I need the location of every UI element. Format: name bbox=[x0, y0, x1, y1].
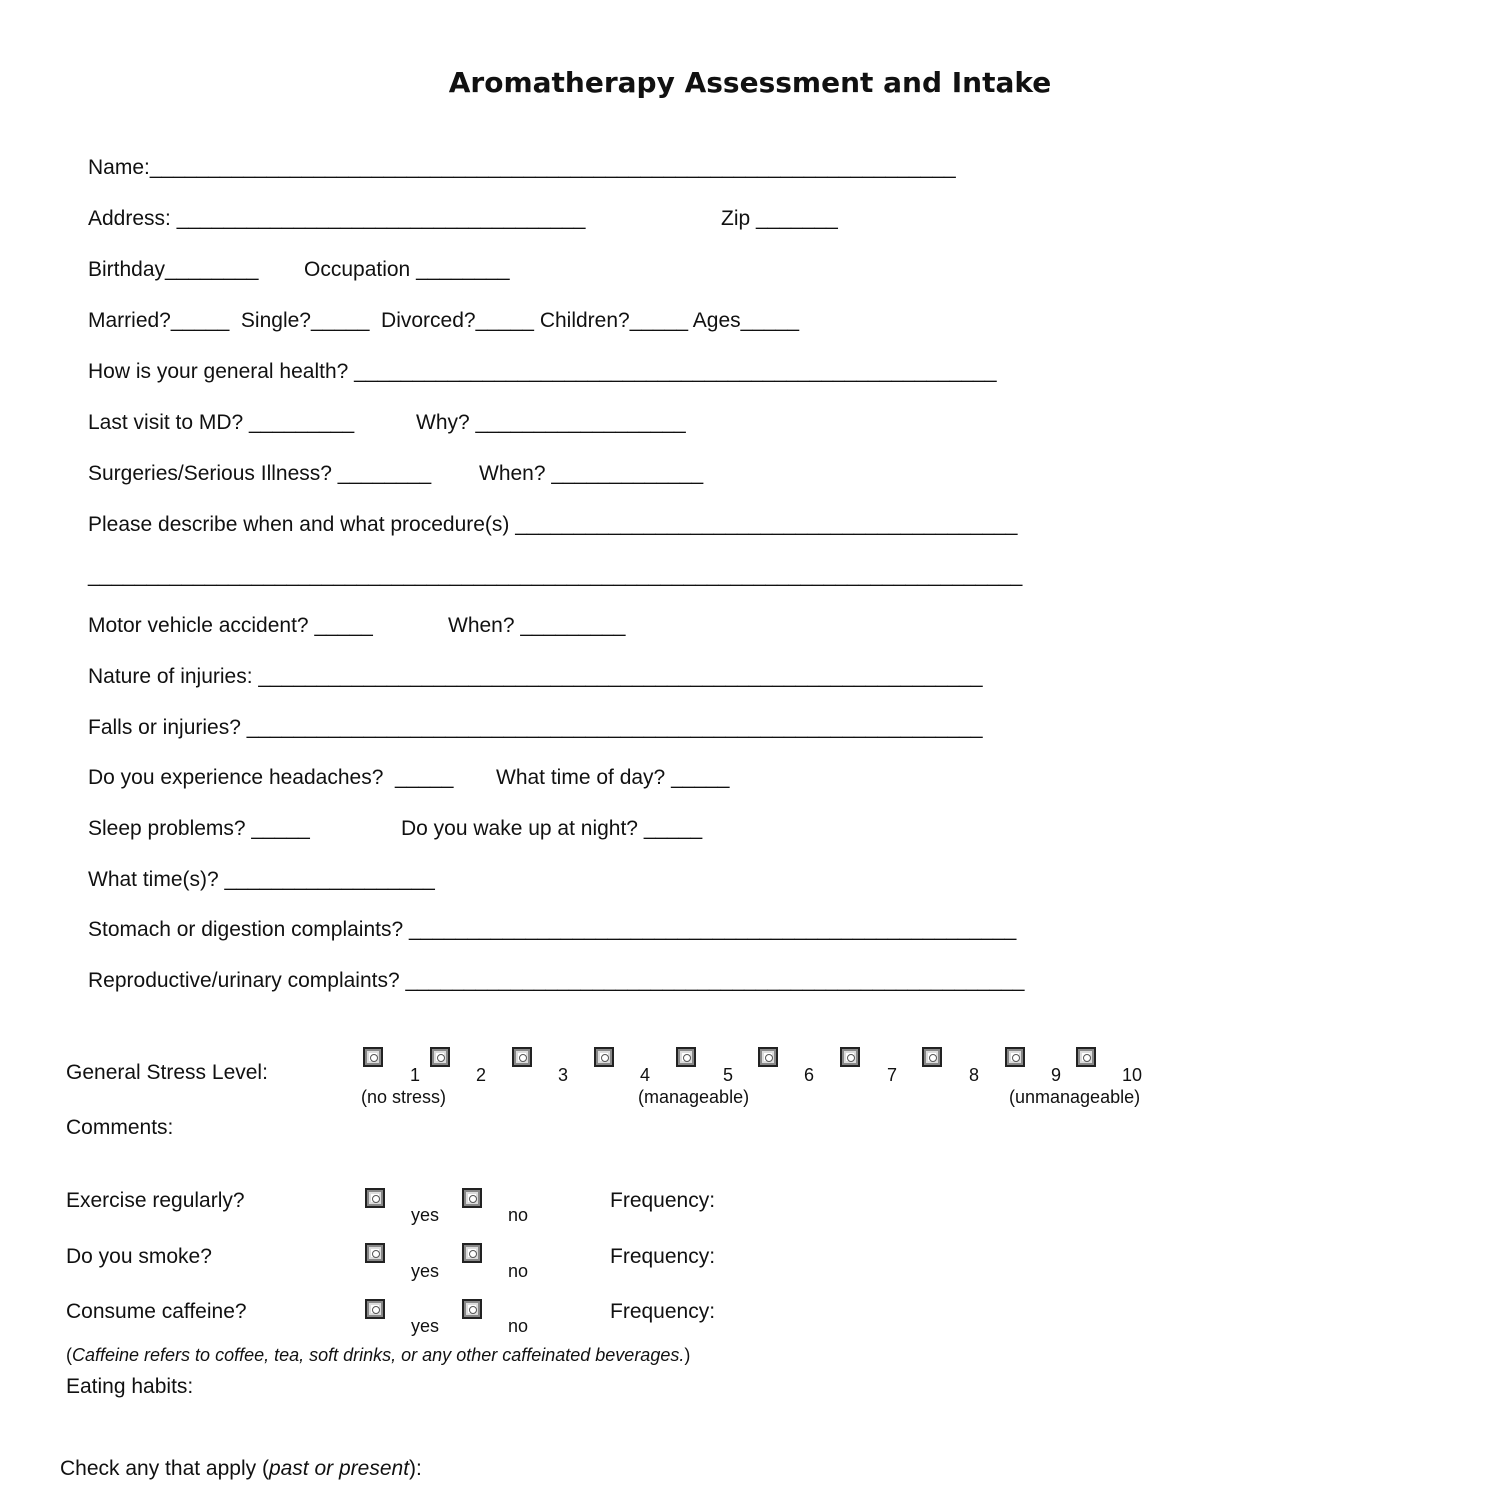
eating-habits-label: Eating habits: bbox=[66, 1375, 194, 1398]
stress-checkbox-8[interactable] bbox=[922, 1047, 942, 1067]
headaches-field[interactable]: Do you experience headaches? _____ bbox=[88, 766, 454, 789]
vehicle-accident-field[interactable]: Motor vehicle accident? _____ bbox=[88, 614, 373, 637]
surgery-when-field[interactable]: When? _____________ bbox=[479, 462, 704, 485]
form-title: Aromatherapy Assessment and Intake bbox=[448, 66, 1052, 99]
occupation-field[interactable]: Occupation ________ bbox=[304, 258, 510, 281]
smoke-question: Do you smoke? bbox=[66, 1245, 212, 1268]
birthday-field[interactable]: Birthday________ bbox=[88, 258, 259, 281]
sleep-problems-field[interactable]: Sleep problems? _____ bbox=[88, 817, 310, 840]
stress-checkbox-4[interactable] bbox=[594, 1047, 614, 1067]
stress-number-10: 10 bbox=[1122, 1065, 1143, 1085]
stress-low-caption: (no stress) bbox=[361, 1087, 447, 1107]
stress-checkbox-5[interactable] bbox=[676, 1047, 696, 1067]
exercise-frequency-label: Frequency: bbox=[610, 1189, 716, 1212]
stress-checkbox-1[interactable] bbox=[363, 1047, 383, 1067]
comments-label: Comments: bbox=[66, 1116, 174, 1139]
smoke-no-checkbox[interactable] bbox=[462, 1243, 482, 1263]
stress-level-label: General Stress Level: bbox=[66, 1061, 268, 1084]
stress-number-3: 3 bbox=[558, 1065, 569, 1085]
injuries-field[interactable]: Nature of injuries: ______________________________________________________________ bbox=[88, 665, 983, 688]
reproductive-complaints-field[interactable]: Reproductive/urinary complaints? _____________________________________________________ bbox=[88, 969, 1025, 992]
address-field[interactable]: Address: ___________________________________ bbox=[88, 207, 586, 230]
caffeine-note-text: Caffeine refers to coffee, tea, soft drinks, or any other caffeinated beverages. bbox=[72, 1345, 685, 1365]
check-any-close: ): bbox=[409, 1457, 422, 1480]
stress-number-8: 8 bbox=[969, 1065, 980, 1085]
why-field[interactable]: Why? __________________ bbox=[416, 411, 686, 434]
caffeine-yes-label: yes bbox=[411, 1316, 440, 1336]
stress-number-4: 4 bbox=[640, 1065, 651, 1085]
wake-times-field[interactable]: What time(s)? __________________ bbox=[88, 868, 435, 891]
stress-checkbox-2[interactable] bbox=[430, 1047, 450, 1067]
caffeine-question: Consume caffeine? bbox=[66, 1300, 247, 1323]
exercise-question: Exercise regularly? bbox=[66, 1189, 245, 1212]
exercise-no-checkbox[interactable] bbox=[462, 1188, 482, 1208]
stress-number-2: 2 bbox=[476, 1065, 487, 1085]
check-any-heading bbox=[60, 1456, 422, 1482]
smoke-yes-label: yes bbox=[411, 1261, 440, 1281]
zip-field[interactable]: Zip _______ bbox=[721, 207, 838, 230]
stress-mid-caption: (manageable) bbox=[638, 1087, 750, 1107]
name-field[interactable]: Name:_____________________________________________________________________ bbox=[88, 156, 956, 179]
smoke-yes-checkbox[interactable] bbox=[365, 1243, 385, 1263]
stress-checkbox-10[interactable] bbox=[1076, 1047, 1096, 1067]
surgeries-field[interactable]: Surgeries/Serious Illness? ________ bbox=[88, 462, 432, 485]
caffeine-note-close: ) bbox=[684, 1345, 691, 1365]
stress-number-1: 1 bbox=[410, 1065, 421, 1085]
stomach-complaints-field[interactable]: Stomach or digestion complaints? ____________________________________________________ bbox=[88, 918, 1017, 941]
smoke-frequency-label: Frequency: bbox=[610, 1245, 716, 1268]
caffeine-no-checkbox[interactable] bbox=[462, 1299, 482, 1319]
exercise-yes-label: yes bbox=[411, 1205, 440, 1225]
exercise-yes-checkbox[interactable] bbox=[365, 1188, 385, 1208]
headache-time-field[interactable]: What time of day? _____ bbox=[496, 766, 730, 789]
procedure-continuation-line[interactable]: ________________________________________________________________________________ bbox=[88, 564, 1023, 587]
check-any-italic: past or present bbox=[268, 1457, 410, 1480]
caffeine-no-label: no bbox=[508, 1316, 529, 1336]
wake-at-night-field[interactable]: Do you wake up at night? _____ bbox=[401, 817, 703, 840]
stress-high-caption: (unmanageable) bbox=[1009, 1087, 1141, 1107]
caffeine-frequency-label: Frequency: bbox=[610, 1300, 716, 1323]
caffeine-note bbox=[66, 1344, 690, 1366]
smoke-no-label: no bbox=[508, 1261, 529, 1281]
stress-checkbox-3[interactable] bbox=[512, 1047, 532, 1067]
falls-field[interactable]: Falls or injuries? _______________________________________________________________ bbox=[88, 716, 983, 739]
stress-checkbox-6[interactable] bbox=[758, 1047, 778, 1067]
stress-checkbox-9[interactable] bbox=[1005, 1047, 1025, 1067]
caffeine-note-open: ( bbox=[66, 1345, 72, 1365]
stress-checkbox-7[interactable] bbox=[840, 1047, 860, 1067]
caffeine-yes-checkbox[interactable] bbox=[365, 1299, 385, 1319]
general-health-field[interactable]: How is your general health? _______________________________________________________ bbox=[88, 360, 997, 383]
stress-number-7: 7 bbox=[887, 1065, 898, 1085]
check-any-text: Check any that apply ( bbox=[60, 1457, 269, 1480]
stress-number-5: 5 bbox=[723, 1065, 734, 1085]
exercise-no-label: no bbox=[508, 1205, 529, 1225]
last-visit-field[interactable]: Last visit to MD? _________ bbox=[88, 411, 355, 434]
stress-number-9: 9 bbox=[1051, 1065, 1062, 1085]
stress-number-6: 6 bbox=[804, 1065, 815, 1085]
procedure-description-field[interactable]: Please describe when and what procedure(s) ___________________________________________ bbox=[88, 513, 1018, 536]
accident-when-field[interactable]: When? _________ bbox=[448, 614, 626, 637]
marital-status-fields[interactable]: Married?_____ Single?_____ Divorced?_____ Children?_____ Ages_____ bbox=[88, 309, 800, 332]
